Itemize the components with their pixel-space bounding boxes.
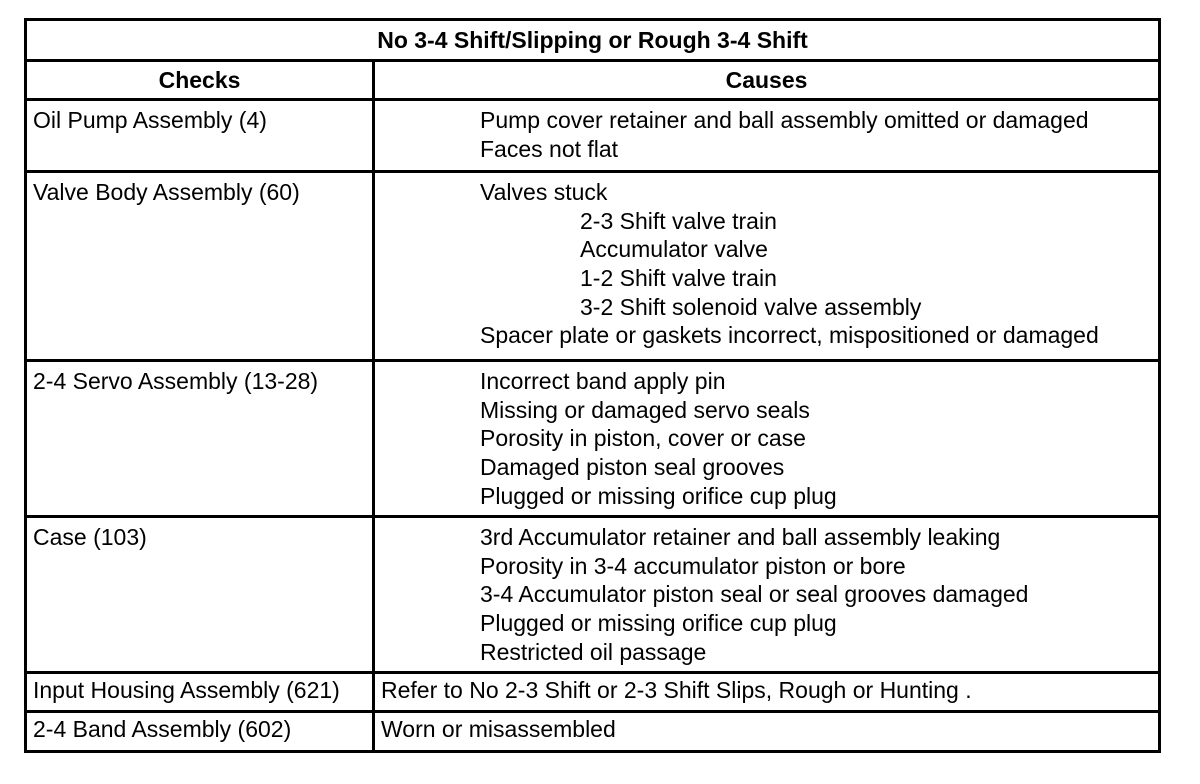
table-row bbox=[26, 361, 1160, 517]
check-cell: Input Housing Assembly (621) bbox=[26, 673, 374, 712]
cause-line: Plugged or missing orifice cup plug bbox=[480, 482, 837, 509]
causes-cell bbox=[374, 361, 1160, 517]
cause-line: Porosity in 3-4 accumulator piston or bore bbox=[480, 552, 906, 579]
table-title: No 3-4 Shift/Slipping or Rough 3-4 Shift bbox=[26, 20, 1160, 61]
table-row bbox=[26, 712, 1160, 752]
title-row bbox=[26, 20, 1160, 61]
causes-cell bbox=[374, 673, 1160, 712]
cause-line: Refer to No 2-3 Shift or 2-3 Shift Slips, Rough or Hunting . bbox=[381, 677, 972, 703]
causes-header: Causes bbox=[374, 61, 1160, 100]
check-cell: Oil Pump Assembly (4) bbox=[26, 100, 374, 172]
header-row bbox=[26, 61, 1160, 100]
cause-line: Faces not flat bbox=[480, 135, 619, 162]
check-cell: 2-4 Band Assembly (602) bbox=[26, 712, 374, 752]
causes-cell bbox=[374, 172, 1160, 361]
cause-line: Valves stuck bbox=[480, 179, 608, 205]
table-row bbox=[26, 517, 1160, 673]
checks-header: Checks bbox=[26, 61, 374, 100]
cause-subline: Accumulator valve bbox=[580, 236, 768, 263]
cause-subline: 1-2 Shift valve train bbox=[580, 265, 777, 292]
cause-line: Damaged piston seal grooves bbox=[480, 454, 785, 481]
causes-cell bbox=[374, 517, 1160, 673]
cause-subline: 3-2 Shift solenoid valve assembly bbox=[580, 293, 922, 320]
cause-line: 3rd Accumulator retainer and ball assembly leaking bbox=[480, 524, 1001, 550]
cause-line: Plugged or missing orifice cup plug bbox=[480, 610, 837, 637]
check-cell: Case (103) bbox=[26, 517, 374, 673]
cause-line: Restricted oil passage bbox=[480, 638, 707, 665]
cause-line: Porosity in piston, cover or case bbox=[480, 425, 806, 452]
cause-line: Pump cover retainer and ball assembly omitted or damaged bbox=[480, 107, 1089, 133]
cause-line: 3-4 Accumulator piston seal or seal grooves damaged bbox=[480, 581, 1029, 608]
cause-line: Spacer plate or gaskets incorrect, mispositioned or damaged bbox=[480, 322, 1099, 349]
cause-line: Missing or damaged servo seals bbox=[480, 396, 810, 423]
cause-line: Worn or misassembled bbox=[381, 716, 616, 742]
table-row bbox=[26, 673, 1160, 712]
table-row bbox=[26, 172, 1160, 361]
check-cell: 2-4 Servo Assembly (13-28) bbox=[26, 361, 374, 517]
cause-subline: 2-3 Shift valve train bbox=[580, 207, 777, 234]
causes-cell bbox=[374, 100, 1160, 172]
diagnosis-table bbox=[24, 18, 1161, 753]
causes-cell bbox=[374, 712, 1160, 752]
check-cell: Valve Body Assembly (60) bbox=[26, 172, 374, 361]
cause-line: Incorrect band apply pin bbox=[480, 368, 726, 394]
table-row bbox=[26, 100, 1160, 172]
